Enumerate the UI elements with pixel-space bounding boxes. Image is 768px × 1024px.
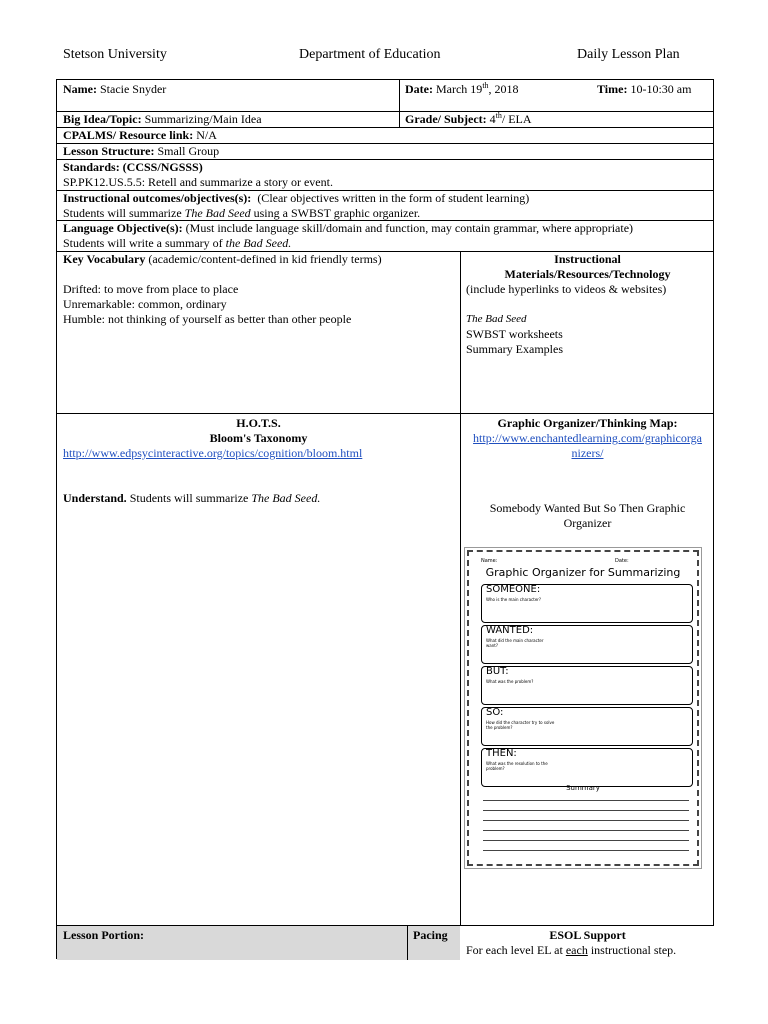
- hots-cell: [57, 414, 460, 925]
- topic-label: Big Idea/Topic:: [63, 112, 142, 126]
- vocab-item: Drifted: to move from place to place: [63, 282, 239, 296]
- cpalms-label: CPALMS/ Resource link:: [63, 128, 194, 142]
- hots-title: H.O.T.S.: [236, 416, 281, 430]
- outcomes-note: (Clear objectives written in the form of student learning): [257, 191, 530, 205]
- organizer-title: Graphic Organizer/Thinking Map:: [497, 416, 678, 430]
- row-language: [57, 221, 713, 252]
- but-box: BUT: What was the problem?: [481, 666, 693, 705]
- blooms-taxonomy-title: Bloom's Taxonomy: [209, 431, 308, 445]
- structure-label: Lesson Structure:: [63, 144, 155, 158]
- organizer-link[interactable]: http://www.enchantedlearning.com/graphicorga: [473, 431, 702, 445]
- worksheet-title: Graphic Organizer for Summarizing: [485, 566, 681, 579]
- language-label: Language Objective(s):: [63, 221, 183, 235]
- summary-label: Summary: [566, 784, 600, 792]
- vocab-note: (academic/content-defined in kid friendly terms): [148, 252, 382, 266]
- name-value: Stacie Snyder: [99, 82, 167, 96]
- lesson-portion-cell: [57, 926, 407, 960]
- organizer-caption: Somebody Wanted But So Then Graphic: [489, 501, 686, 515]
- standards-label: Standards: (CCSS/NGSSS): [63, 160, 203, 174]
- worksheet-date-label: Date:: [615, 558, 629, 564]
- esol-cell: [460, 926, 715, 960]
- header-plan-title: Daily Lesson Plan: [577, 47, 680, 62]
- wanted-box: WANTED: What did the main character want?: [481, 625, 693, 664]
- someone-box: SOMEONE: Who is the main character?: [481, 584, 693, 623]
- cpalms-value: N/A: [196, 128, 217, 142]
- vocab-label: Key Vocabulary: [63, 252, 146, 266]
- row-name-date: [57, 80, 713, 112]
- topic-value: Summarizing/Main Idea: [144, 112, 262, 126]
- outcomes-label: Instructional outcomes/objectives(s):: [63, 191, 252, 205]
- row-outcomes: [57, 191, 713, 221]
- materials-item: The Bad Seed: [466, 313, 527, 325]
- esol-text: For each level EL at each instructional step.: [466, 943, 677, 957]
- pacing-label: Pacing: [413, 928, 448, 942]
- name-cell: [57, 80, 399, 111]
- outcomes-text: Students will summarize The Bad Seed using a SWBST graphic organizer.: [63, 206, 421, 220]
- time-field: [597, 82, 691, 97]
- materials-cell: [460, 252, 715, 413]
- lesson-portion-label: Lesson Portion:: [63, 928, 144, 942]
- time-value: 10-10:30 am: [630, 82, 692, 96]
- summary-line: [483, 820, 689, 821]
- row-topic: [57, 112, 713, 128]
- vocab-item: Humble: not thinking of yourself as better than other people: [63, 312, 352, 326]
- summary-line: [483, 810, 689, 811]
- standards-value: SP.PK12.US.5.5: Retell and summarize a story or event.: [63, 175, 333, 189]
- row-standards: [57, 160, 713, 191]
- then-box: THEN: What was the resolution to the problem?: [481, 748, 693, 787]
- summary-line: [483, 840, 689, 841]
- topic-cell: [57, 112, 399, 127]
- materials-item: Summary Examples: [466, 342, 563, 356]
- summary-line: [483, 830, 689, 831]
- organizer-caption-2: Organizer: [563, 516, 612, 530]
- grade-cell: [399, 112, 715, 127]
- vocab-cell: [57, 252, 460, 413]
- esol-title: ESOL Support: [549, 928, 626, 942]
- materials-item: SWBST worksheets: [466, 327, 563, 341]
- language-text: Students will write a summary of the Bad Seed.: [63, 236, 292, 250]
- header-university: Stetson University: [63, 47, 167, 62]
- name-label: Name:: [63, 82, 97, 96]
- pacing-cell: [407, 926, 460, 960]
- row-cpalms: [57, 128, 713, 144]
- grade-label: Grade/ Subject:: [405, 112, 487, 126]
- date-label: Date:: [405, 82, 433, 96]
- vocab-item: Unremarkable: common, ordinary: [63, 297, 227, 311]
- time-label: Time:: [597, 82, 628, 96]
- materials-note: (include hyperlinks to videos & websites): [466, 282, 667, 296]
- row-vocab-materials: [57, 252, 713, 414]
- date-time-cell: [399, 80, 715, 111]
- materials-title-2: Materials/Resources/Technology: [504, 267, 671, 281]
- row-lesson-portion: [57, 926, 713, 960]
- language-note: (Must include language skill/domain and function, may contain grammar, where appropriate): [185, 221, 634, 235]
- summary-line: [483, 850, 689, 851]
- header-department: Department of Education: [299, 47, 441, 62]
- worksheet-name-label: Name:: [481, 558, 498, 564]
- date-value: March 19th, 2018: [435, 81, 519, 96]
- structure-value: Small Group: [157, 144, 220, 158]
- organizer-link-cont[interactable]: nizers/: [571, 446, 604, 460]
- materials-title-1: Instructional: [554, 252, 621, 266]
- swbst-worksheet-image: [464, 547, 702, 869]
- so-box: SO: How did the character try to solve the problem?: [481, 707, 693, 746]
- hots-objective: Understand. Students will summarize The Bad Seed.: [63, 491, 321, 505]
- row-structure: [57, 144, 713, 160]
- summary-line: [483, 800, 689, 801]
- blooms-link[interactable]: http://www.edpsycinteractive.org/topics/cognition/bloom.html: [63, 446, 363, 460]
- grade-value: 4th/ ELA: [489, 111, 532, 126]
